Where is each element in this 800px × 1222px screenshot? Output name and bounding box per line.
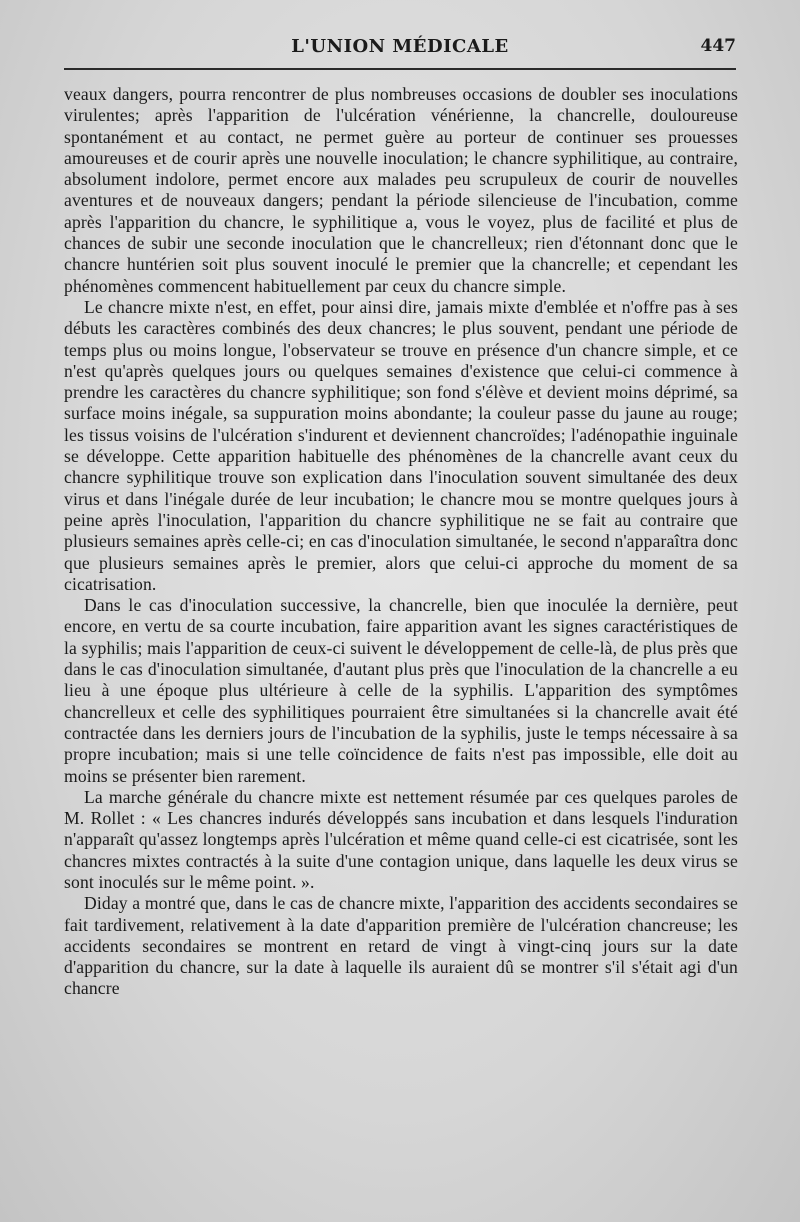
running-head (64, 36, 736, 62)
paragraph-rollet-quote: La marche générale du chancre mixte est nettement résumée par ces quelques paroles de M. Rollet : « Les chancres indurés développés sans incubation et dans lesquels l'induration n'apparaît qu'assez longtemps après l'ulcération et même quand celle-ci est cicatrisée, sont les chancres mixtes contractés à la suite d'une contagion unique, dans laquelle les deux virus se sont inoculés sur le même point. ». (64, 786, 738, 892)
paragraph-continued: veaux dangers, pourra rencontrer de plus nombreuses occasions de doubler ses inoculations virulentes; après l'apparition de l'ulcération vénérienne, la chancrelle, douloureuse spontanément et au contact, ne permet guère au porteur de continuer ses prouesses amoureuses et de courir après une nouvelle inoculation; le chancre syphilitique, au contraire, absolument indolore, permet encore aux malades peu scrupuleux de courir de nouvelles aventures et de nouveaux dangers; pendant la période silencieuse de l'incubation, comme après l'apparition du chancre, le syphilitique a, vous le voyez, plus de facilité et plus de chances de subir une seconde inoculation que le chancrelleux; rien d'étonnant donc que le chancre huntérien soit plus souvent inoculé le premier que la chancrelle; et cependant les phénomènes commencent habituellement par ceux du chancre simple. (64, 84, 738, 296)
paragraph-inoculation-successive: Dans le cas d'inoculation successive, la chancrelle, bien que inoculée la dernière, peut encore, en vertu de sa courte incubation, faire apparition avant les signes caractéristiques de la syphilis; mais l'apparition de ceux-ci suivent le développement de celle-là, de plus près que dans le cas d'inoculation simultanée, d'autant plus près que l'inoculation de la chancrelle a eu lieu à une époque plus ultérieure à celle de la syphilis. L'apparition des symptômes chancrelleux et celle des syphilitiques pourraient être simultanées si la chancrelle avait été contractée dans les derniers jours de l'incubation de la syphilis, juste le temps nécessaire à sa propre incubation; mais si une telle coïncidence de faits n'est pas impossible, elle doit au moins se présenter bien rarement. (64, 595, 738, 786)
paragraph-diday: Diday a montré que, dans le cas de chancre mixte, l'apparition des accidents secondaires se fait tardivement, relativement à la date d'apparition première de l'ulcération chancreuse; les accidents secondaires se montrent en retard de vingt à vingt-cinq jours sur la date d'apparition du chancre, sur la date à laquelle ils auraient dû se montrer s'il s'était agi d'un chancre (64, 893, 738, 999)
body-text (64, 84, 738, 1000)
header-rule (64, 68, 736, 70)
paragraph-chancre-mixte: Le chancre mixte n'est, en effet, pour ainsi dire, jamais mixte d'emblée et n'offre pas à ses débuts les caractères combinés des deux chancres; le plus souvent, pendant une période de temps plus ou moins longue, l'observateur se trouve en présence d'un chancre simple, et ce n'est qu'après quelques jours ou quelques semaines d'existence que celui-ci commence à prendre les caractères du chancre syphilitique; son fond s'élève et devient moins déprimé, sa surface moins inégale, sa suppuration moins abondante; la couleur passe du jaune au rouge; les tissus voisins de l'ulcération s'indurent et deviennent chancroïdes; l'adénopathie inguinale se développe. Cette apparition habituelle des phénomènes de la chancrelle avant ceux du chancre syphilitique trouve son explication dans l'inoculation souvent simultanée des deux virus et dans l'inégale durée de leur incubation; le chancre mou se montre quelques jours à peine après l'inoculation, l'apparition du chancre syphilitique ne se fait au contraire que plusieurs semaines après celle-ci; en cas d'inoculation simultanée, le second n'apparaîtra donc que plusieurs semaines après le premier, alors que celui-ci approche du moment de sa cicatrisation. (64, 296, 738, 594)
journal-title: L'UNION MÉDICALE (291, 36, 509, 57)
page-number: 447 (700, 36, 736, 56)
